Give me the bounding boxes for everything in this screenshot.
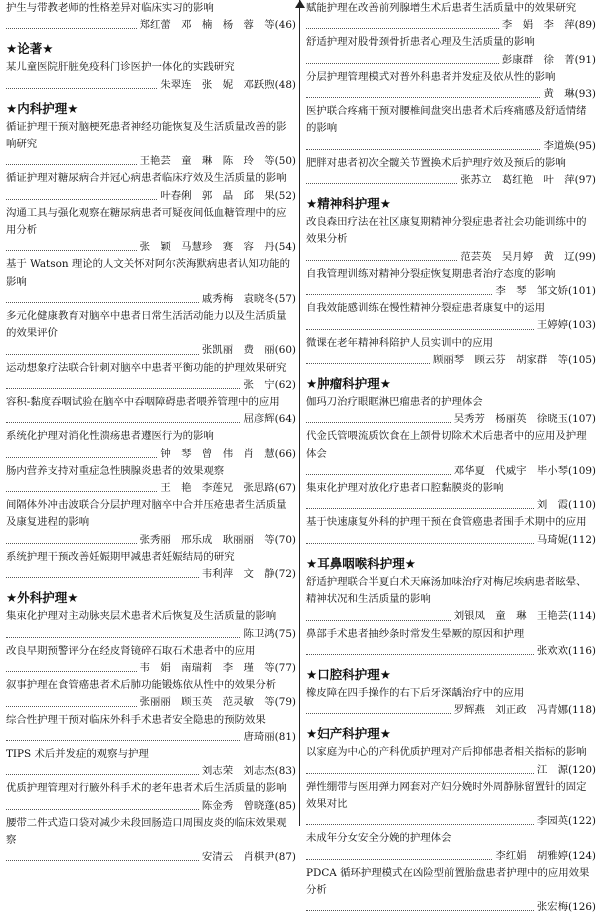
entry-authors: 刘银凤 童 琳 王艳芸 (453, 610, 569, 623)
up-arrow-icon (295, 0, 305, 8)
entry-byline (306, 813, 596, 830)
entry-title: 运动想象疗法联合针刺对脑卒中患者平衡功能的护理效果研究 (6, 361, 287, 374)
star-icon: ★ (379, 196, 391, 212)
entry-page-number: (116) (568, 644, 596, 657)
entry-title: 未成年分女安全分娩的护理体会 (306, 832, 452, 845)
toc-entry[interactable] (306, 103, 596, 155)
entry-page-number: (46) (274, 19, 296, 32)
entry-byline (6, 17, 296, 34)
dot-leader (6, 388, 240, 389)
entry-byline (6, 342, 296, 359)
entry-authors: 陈金秀 曾晓蓬 (201, 799, 275, 812)
entry-page-number: (91) (574, 53, 596, 66)
entry-authors: 韦 娟 南瑞莉 李 瑾 等 (139, 661, 275, 674)
entry-authors: 张 宁 (243, 378, 275, 391)
dot-leader (6, 637, 240, 638)
toc-entry[interactable] (306, 428, 596, 480)
star-icon: ★ (6, 100, 18, 116)
toc-entry[interactable] (6, 360, 296, 394)
section-heading (6, 99, 296, 119)
entry-byline (6, 729, 296, 746)
entry-authors: 范芸英 吴月婷 黄 辽 (460, 250, 575, 263)
star-icon: ★ (379, 726, 391, 742)
entry-title: 循证护理对糖尿病合并冠心病患者临床疗效及生活质量的影响 (6, 172, 287, 185)
entry-byline (6, 239, 296, 256)
entry-title: 医护联合疼痛干预对腰椎间盘突出患者术后疼痛感及舒适情绪的影响 (306, 105, 587, 135)
entry-title: 改良森田疗法在社区康复期精神分裂症患者社会功能训练中的效果分析 (306, 216, 587, 246)
entry-page-number: (62) (274, 378, 296, 391)
entry-page-number: (54) (274, 241, 296, 254)
entry-title: 舒适护理对股骨颈骨折患者心理及生活质量的影响 (306, 36, 535, 49)
dot-leader (6, 422, 240, 423)
entry-authors: 唐琦丽 (243, 730, 275, 743)
entry-authors: 屈彦辉 (243, 413, 275, 426)
entry-title: 鼻部手术患者抽纱条时常发生晕厥的原因和护理 (306, 627, 525, 640)
toc-entry[interactable] (6, 170, 296, 204)
entry-title: 腰带二件式造口袋对减少未段回肠造口周围皮炎的临床效果观察 (6, 816, 287, 846)
dot-leader (306, 713, 451, 714)
toc-entry[interactable] (6, 643, 296, 677)
dot-leader (306, 183, 457, 184)
entry-title: 以家庭为中心的产科优质护理对产后抑郁患者相关指标的影响 (306, 746, 587, 759)
entry-byline (6, 566, 296, 583)
entry-byline (6, 188, 296, 205)
entry-page-number: (50) (274, 155, 296, 168)
entry-authors: 钟 琴 曾 伟 肖 慧 (160, 447, 275, 460)
entry-title: 综合性护理干预对临床外科手术患者安全隐患的预防效果 (6, 713, 266, 726)
section-label: 肿瘤科护理 (317, 376, 380, 392)
entry-authors: 顾丽琴 顾云芬 胡家群 等 (432, 353, 569, 366)
entry-byline (6, 446, 296, 463)
toc-entry[interactable] (6, 59, 296, 93)
entry-page-number: (77) (274, 661, 296, 674)
entry-page-number: (103) (568, 319, 596, 332)
entry-title: 集束化护理对主动脉夹层术患者术后恢复及生活质量的影响 (6, 610, 277, 623)
entry-title: 基于 Watson 理论的人文关怀对阿尔茨海默病患者认知功能的影响 (6, 258, 291, 288)
section-heading (6, 39, 296, 59)
entry-page-number: (87) (274, 851, 296, 864)
entry-title: 叙事护理在食管癌患者术后肺功能锻炼依从性中的效果分析 (6, 679, 277, 692)
entry-title: 护生与带教老师的性格差异对临床实习的影响 (6, 2, 214, 14)
toc-entry[interactable] (306, 155, 596, 189)
dot-leader (6, 88, 157, 89)
dot-leader (306, 859, 492, 860)
toc-entry[interactable] (306, 69, 596, 103)
entry-page-number: (89) (574, 19, 596, 32)
dot-leader (306, 97, 540, 98)
entry-title: 伽玛刀治疗眼眶淋巴瘤患者的护理体会 (306, 396, 483, 409)
entry-authors: 张 颖 马慧珍 赛 容 丹 (139, 241, 275, 254)
column-divider (299, 0, 300, 826)
entry-title: PDCA 循环护理模式在凶险型前置胎盘患者护理中的应用效果分析 (306, 866, 590, 896)
entry-page-number: (97) (574, 174, 596, 187)
entry-byline (6, 694, 296, 711)
entry-page-number: (126) (568, 901, 596, 914)
entry-byline (306, 608, 596, 625)
entry-page-number: (95) (574, 139, 596, 152)
dot-leader (306, 654, 534, 655)
entry-page-number: (70) (274, 533, 296, 546)
entry-authors: 张苏立 葛红艳 叶 萍 (460, 174, 575, 187)
section-label: 耳鼻咽喉科护理 (317, 555, 405, 571)
entry-byline (6, 849, 296, 866)
entry-authors: 李 娟 李 萍 (501, 19, 575, 32)
entry-byline (6, 480, 296, 497)
entry-authors: 叶春俐 郭 晶 邱 果 (160, 189, 275, 202)
entry-byline (6, 532, 296, 549)
toc-entry[interactable] (306, 480, 596, 514)
entry-page-number: (66) (274, 447, 296, 460)
entry-byline (306, 702, 596, 719)
toc-entry[interactable] (306, 335, 596, 369)
entry-title: 橡皮障在四手操作的右下后牙深龋治疗中的应用 (306, 686, 525, 699)
entry-byline (306, 411, 596, 428)
entry-authors: 李红娟 胡雅婷 (495, 849, 569, 862)
dot-leader (6, 860, 199, 861)
entry-authors: 王婷婷 (536, 319, 569, 332)
entry-page-number: (52) (274, 189, 296, 202)
section-heading (306, 194, 596, 214)
right-column (306, 0, 596, 916)
entry-title: 赋能护理在改善前列腺增生术后患者生活质量中的效果研究 (306, 2, 577, 14)
dot-leader (306, 329, 534, 330)
toc-entry[interactable] (306, 865, 596, 916)
entry-byline (306, 138, 596, 155)
entry-byline (306, 317, 596, 334)
entry-title: 基于快速康复外科的护理干预在食管癌患者围手术期中的应用 (306, 516, 587, 529)
dot-leader (6, 457, 157, 458)
star-icon: ★ (67, 590, 79, 606)
entry-byline (306, 643, 596, 660)
entry-authors: 张凯丽 费 丽 (201, 344, 275, 357)
toc-entry[interactable] (306, 394, 596, 428)
entry-byline (6, 626, 296, 643)
toc-entry[interactable] (6, 712, 296, 746)
entry-authors: 韦利萍 文 静 (201, 568, 275, 581)
toc-entry[interactable] (306, 214, 596, 266)
toc-entry[interactable] (6, 308, 296, 360)
entry-page-number: (120) (568, 763, 596, 776)
entry-title: 自我管理训练对精神分裂症恢复期患者治疗态度的影响 (306, 267, 556, 280)
section-label: 妇产科护理 (317, 726, 380, 742)
entry-page-number: (85) (274, 799, 296, 812)
section-heading (306, 724, 596, 744)
entry-authors: 陈卫鸿 (243, 627, 275, 640)
entry-authors: 吴秀芳 杨丽英 徐晓玉 (453, 413, 569, 426)
entry-byline (6, 763, 296, 780)
star-icon: ★ (379, 376, 391, 392)
toc-entry[interactable] (306, 744, 596, 778)
entry-authors: 黄 琳 (543, 88, 575, 101)
entry-authors: 李道焕 (543, 139, 575, 152)
entry-byline (306, 352, 596, 369)
section-heading (6, 588, 296, 608)
entry-title: 优质护理管理对行腋外科手术的老年患者术后生活质量的影响 (6, 782, 287, 795)
entry-page-number: (67) (274, 482, 296, 495)
dot-leader (306, 63, 499, 64)
toc-entry[interactable] (6, 256, 296, 308)
toc-entry[interactable] (6, 119, 296, 171)
toc-entry[interactable] (6, 608, 296, 642)
entry-byline (6, 153, 296, 170)
left-column (6, 0, 296, 866)
entry-title: 容积-黏度吞咽试验在脑卒中吞咽障碍患者喂养管理中的应用 (6, 396, 280, 409)
entry-authors: 彭康群 徐 菁 (501, 53, 575, 66)
entry-authors: 刘 霞 (536, 499, 569, 512)
toc-entry[interactable] (306, 34, 596, 68)
dot-leader (6, 354, 199, 355)
toc-entry[interactable] (6, 815, 296, 867)
entry-title: 改良早期预警评分在经皮肾镜碎石取石术患者中的应用 (6, 644, 256, 657)
entry-byline (306, 497, 596, 514)
star-icon: ★ (42, 41, 54, 57)
toc-entry[interactable] (6, 497, 296, 549)
entry-page-number: (57) (274, 292, 296, 305)
entry-title: 沟通工具与强化观察在糖尿病患者可疑夜间低血糖管理中的应用分析 (6, 206, 287, 237)
entry-authors: 罗辉燕 刘正政 冯青娜 (453, 704, 569, 717)
dot-leader (306, 824, 534, 825)
toc-entry[interactable] (306, 514, 596, 548)
star-icon: ★ (6, 590, 18, 606)
entry-page-number: (101) (568, 285, 596, 298)
toc-entry[interactable] (6, 394, 296, 428)
entry-byline (306, 463, 596, 480)
toc-entry[interactable] (6, 0, 296, 34)
dot-leader (306, 508, 534, 509)
dot-leader (6, 250, 137, 251)
toc-entry[interactable] (306, 574, 596, 626)
entry-authors: 张丽丽 顾玉英 范灵敏 等 (139, 696, 275, 709)
entry-page-number: (105) (568, 353, 596, 366)
dot-leader (306, 543, 534, 544)
dot-leader (6, 28, 137, 29)
entry-page-number: (112) (568, 533, 596, 546)
entry-page-number: (109) (568, 464, 596, 477)
entry-title: 肠内营养支持对重症急性胰腺炎患者的效果观察 (6, 464, 225, 477)
section-label: 内科护理 (17, 100, 68, 116)
entry-authors: 李 琴 邹文娇 (495, 285, 569, 298)
entry-page-number: (107) (568, 413, 596, 426)
dot-leader (6, 774, 199, 775)
star-icon: ★ (306, 196, 318, 212)
section-label: 精神科护理 (317, 196, 380, 212)
entry-title: 舒适护理联合半夏白术天麻汤加味治疗对梅尼埃病患者眩晕、精神状况和生活质量的影响 (306, 575, 587, 606)
entry-title: 分层护理管理模式对普外科患者并发症及依从性的影响 (306, 70, 556, 83)
star-icon: ★ (306, 666, 318, 682)
section-heading (306, 554, 596, 574)
dot-leader (306, 474, 451, 475)
star-icon: ★ (379, 666, 391, 682)
toc-entry[interactable] (306, 0, 596, 34)
dot-leader (6, 671, 137, 672)
star-icon: ★ (6, 41, 18, 57)
entry-title: 多元化健康教育对脑卒中患者日常生活活动能力以及生活质量的效果评价 (6, 310, 287, 340)
entry-authors: 朱翠连 张 妮 邓跃煦 (160, 78, 275, 91)
entry-page-number: (64) (274, 413, 296, 426)
entry-title: 间隔体外冲击波联合分层护理对脑卒中合并压疮患者生活质量及康复进程的影响 (6, 499, 287, 529)
entry-page-number: (75) (274, 627, 296, 640)
dot-leader (6, 199, 157, 200)
entry-title: 弹性绷带与医用弹力网套对产妇分娩时外周静脉留置针的固定效果对比 (306, 780, 587, 810)
entry-page-number: (72) (274, 568, 296, 581)
entry-authors: 郑红蕾 邓 楠 杨 蓉 等 (139, 19, 275, 32)
entry-byline (306, 17, 596, 34)
entry-byline (6, 411, 296, 428)
entry-byline (306, 283, 596, 300)
dot-leader (306, 620, 451, 621)
entry-page-number: (118) (568, 704, 596, 717)
entry-byline (306, 532, 596, 549)
entry-page-number: (99) (574, 250, 596, 263)
toc-entry[interactable] (306, 779, 596, 831)
dot-leader (306, 294, 492, 295)
star-icon: ★ (306, 555, 318, 571)
entry-title: 集束化护理对放化疗患者口腔黏膜炎的影响 (306, 482, 504, 495)
toc-entry[interactable] (306, 266, 596, 300)
entry-page-number: (114) (568, 610, 596, 623)
section-label: 论著 (17, 41, 43, 57)
entry-byline (6, 77, 296, 94)
entry-page-number: (81) (274, 730, 296, 743)
entry-title: 微课在老年精神科陪护人员实训中的应用 (306, 336, 494, 349)
toc-entry[interactable] (306, 300, 596, 334)
entry-page-number: (122) (568, 815, 596, 828)
entry-byline (306, 52, 596, 69)
star-icon: ★ (67, 100, 79, 116)
dot-leader (306, 149, 540, 150)
entry-authors: 刘志荣 刘志杰 (201, 765, 275, 778)
entry-byline (6, 798, 296, 815)
entry-authors: 张欢欢 (536, 644, 569, 657)
dot-leader (6, 577, 199, 578)
entry-authors: 李园英 (536, 815, 569, 828)
entry-title: 系统护理干预改善妊娠期甲减患者妊娠结局的研究 (6, 550, 235, 563)
toc-entry[interactable] (6, 780, 296, 814)
star-icon: ★ (306, 726, 318, 742)
entry-byline (306, 172, 596, 189)
entry-title: 自我效能感训练在慢性精神分裂症患者康复中的运用 (306, 302, 545, 315)
dot-leader (6, 491, 157, 492)
entry-authors: 张秀丽 邢乐成 耿丽丽 等 (139, 533, 275, 546)
entry-authors: 邓华夏 代威宇 毕小琴 (453, 464, 569, 477)
toc-entry[interactable] (306, 685, 596, 719)
entry-title: 代金氏管喂流质饮食在上颌骨切除术术后患者中的应用及护理体会 (306, 430, 587, 460)
dot-leader (306, 28, 499, 29)
section-heading (306, 374, 596, 394)
toc-entry[interactable] (306, 830, 596, 864)
entry-authors: 王 艳 李莲兄 张思路 (160, 482, 275, 495)
entry-byline (306, 762, 596, 779)
toc-entry[interactable] (6, 463, 296, 497)
entry-title: 某儿童医院肝脏免疫科门诊医护一体化的实践研究 (6, 61, 235, 74)
entry-authors: 张宏梅 (536, 901, 569, 914)
dot-leader (306, 363, 430, 364)
entry-byline (6, 291, 296, 308)
section-heading (306, 665, 596, 685)
entry-byline (306, 249, 596, 266)
entry-authors: 王艳芸 童 琳 陈 玲 等 (139, 155, 275, 168)
dot-leader (306, 773, 534, 774)
toc-entry[interactable] (6, 549, 296, 583)
dot-leader (306, 422, 451, 423)
entry-byline (306, 899, 596, 916)
section-label: 外科护理 (17, 590, 68, 606)
entry-page-number: (124) (568, 849, 596, 862)
entry-page-number: (48) (274, 78, 296, 91)
entry-byline (6, 377, 296, 394)
toc-entry[interactable] (6, 677, 296, 711)
star-icon: ★ (306, 376, 318, 392)
dot-leader (306, 260, 457, 261)
entry-page-number: (83) (274, 765, 296, 778)
entry-byline (306, 86, 596, 103)
toc-entry[interactable] (6, 205, 296, 257)
entry-authors: 马琦妮 (536, 533, 569, 546)
dot-leader (6, 302, 199, 303)
entry-authors: 江 源 (536, 763, 569, 776)
entry-page-number: (93) (574, 88, 596, 101)
entry-authors: 安清云 肖棋尹 (201, 851, 275, 864)
dot-leader (6, 740, 240, 741)
entry-title: 系统化护理对消化性溃疡患者遵医行为的影响 (6, 430, 214, 443)
dot-leader (6, 809, 199, 810)
entry-authors: 戚秀梅 袁晓冬 (201, 292, 275, 305)
entry-byline (6, 660, 296, 677)
dot-leader (306, 910, 534, 911)
entry-byline (306, 848, 596, 865)
toc-entry[interactable] (6, 428, 296, 462)
entry-title: 循证护理干预对脑梗死患者神经功能恢复及生活质量改善的影响研究 (6, 120, 287, 151)
dot-leader (6, 706, 137, 707)
entry-title: 肥胖对患者初次全髋关节置换术后护理疗效及预后的影响 (306, 156, 566, 169)
dot-leader (6, 543, 137, 544)
toc-entry[interactable] (306, 626, 596, 660)
dot-leader (6, 164, 137, 165)
toc-entry[interactable] (6, 746, 296, 780)
star-icon: ★ (404, 555, 416, 571)
entry-page-number: (60) (274, 344, 296, 357)
entry-title: TIPS 术后并发症的观察与护理 (6, 747, 149, 760)
section-label: 口腔科护理 (317, 666, 380, 682)
entry-page-number: (79) (274, 696, 296, 709)
entry-page-number: (110) (568, 499, 596, 512)
